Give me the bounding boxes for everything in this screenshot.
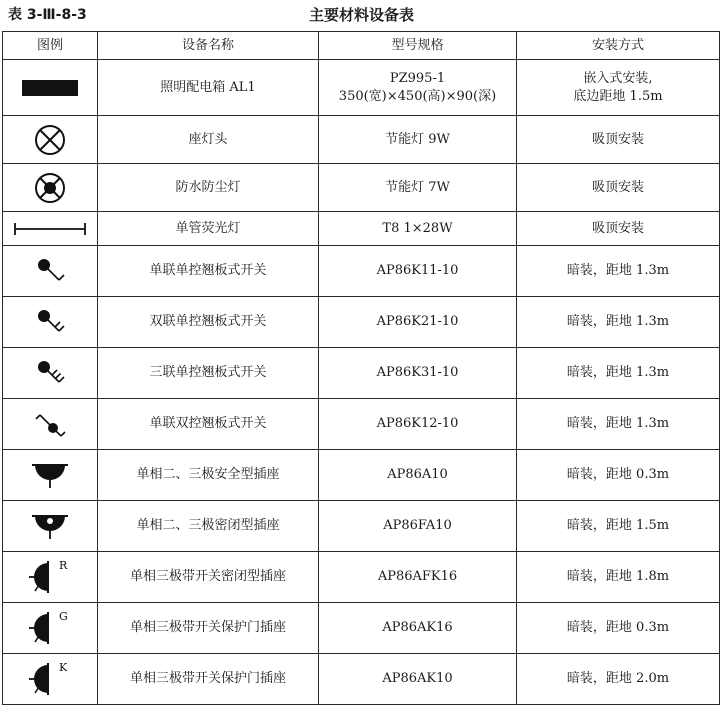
device-name: 单相三极带开关保护门插座 [98,654,319,705]
device-name: 单联单控翘板式开关 [98,246,319,297]
triple-gang-switch-icon [33,356,67,390]
table-caption [0,0,723,30]
model-spec: AP86K21-10 [319,297,517,348]
install-method: 暗装，距地 0.3m [517,603,720,654]
distribution-box-icon [20,78,80,98]
model-cell [319,60,517,116]
table-row [3,348,720,399]
device-name: 防水防尘灯 [98,164,319,212]
switched-shutter-socket-icon [26,608,74,648]
table-number: 表 3-Ⅲ-8-3 [8,7,87,23]
socket-letter: G [59,610,68,623]
table-row [3,297,720,348]
install-method: 吸顶安装 [517,116,720,164]
double-gang-switch-icon [33,305,67,339]
table-row [3,501,720,552]
device-name: 双联单控翘板式开关 [98,297,319,348]
device-name: 照明配电箱 AL1 [98,60,319,116]
model-spec: T8 1×28W [319,212,517,246]
two-way-switch-icon [33,407,67,441]
install-cell [517,60,720,116]
install-method: 暗装，距地 1.5m [517,501,720,552]
model-spec: AP86AK16 [319,603,517,654]
model-spec: 节能灯 7W [319,164,517,212]
table-header-row [3,32,720,60]
table-row [3,450,720,501]
table-row [3,212,720,246]
materials-table [2,31,720,705]
table-row [3,552,720,603]
model-spec: AP86AFK16 [319,552,517,603]
device-name: 单联双控翘板式开关 [98,399,319,450]
header-installation: 安装方式 [517,32,720,60]
install-method: 吸顶安装 [517,164,720,212]
install-height: 底边距地 1.5m [573,88,663,104]
table-title: 主要材料设备表 [308,6,414,24]
model-spec: AP86FA10 [319,501,517,552]
install-method: 暗装，距地 0.3m [517,450,720,501]
sealed-socket-icon [30,511,70,541]
model-spec: 节能灯 9W [319,116,517,164]
table-row [3,60,720,116]
install-method: 暗装，距地 1.3m [517,297,720,348]
device-name: 单相二、三极安全型插座 [98,450,319,501]
device-name: 座灯头 [98,116,319,164]
switched-shutter-socket-icon [26,659,74,699]
install-method: 暗装，距地 1.8m [517,552,720,603]
install-method: 暗装，距地 2.0m [517,654,720,705]
header-legend: 图例 [3,32,98,60]
table-row [3,116,720,164]
install-method: 暗装，距地 1.3m [517,399,720,450]
table-row [3,654,720,705]
model-spec: AP86K31-10 [319,348,517,399]
device-name: 单相三极带开关密闭型插座 [98,552,319,603]
socket-letter: K [59,661,68,674]
safety-socket-icon [30,460,70,490]
single-gang-switch-icon [33,254,67,288]
install-method: 嵌入式安装, [583,70,653,86]
header-model: 型号规格 [319,32,517,60]
model-spec: PZ995-1 [389,70,446,86]
switched-sealed-socket-icon [26,557,74,597]
device-name: 单管荧光灯 [98,212,319,246]
socket-letter: R [59,559,68,572]
table-row [3,164,720,212]
install-method: 吸顶安装 [517,212,720,246]
device-name: 三联单控翘板式开关 [98,348,319,399]
device-name: 单相三极带开关保护门插座 [98,603,319,654]
fluorescent-lamp-icon [13,222,87,236]
device-name: 单相二、三极密闭型插座 [98,501,319,552]
model-spec: AP86AK10 [319,654,517,705]
table-row [3,399,720,450]
install-method: 暗装，距地 1.3m [517,348,720,399]
lamp-holder-icon [33,123,67,157]
model-spec: AP86K12-10 [319,399,517,450]
waterproof-dustproof-lamp-icon [33,171,67,205]
install-method: 暗装，距地 1.3m [517,246,720,297]
model-spec: AP86A10 [319,450,517,501]
model-spec: AP86K11-10 [319,246,517,297]
table-row [3,603,720,654]
table-row [3,246,720,297]
header-device-name: 设备名称 [98,32,319,60]
model-dimensions: 350(宽)×450(高)×90(深) [338,88,497,104]
